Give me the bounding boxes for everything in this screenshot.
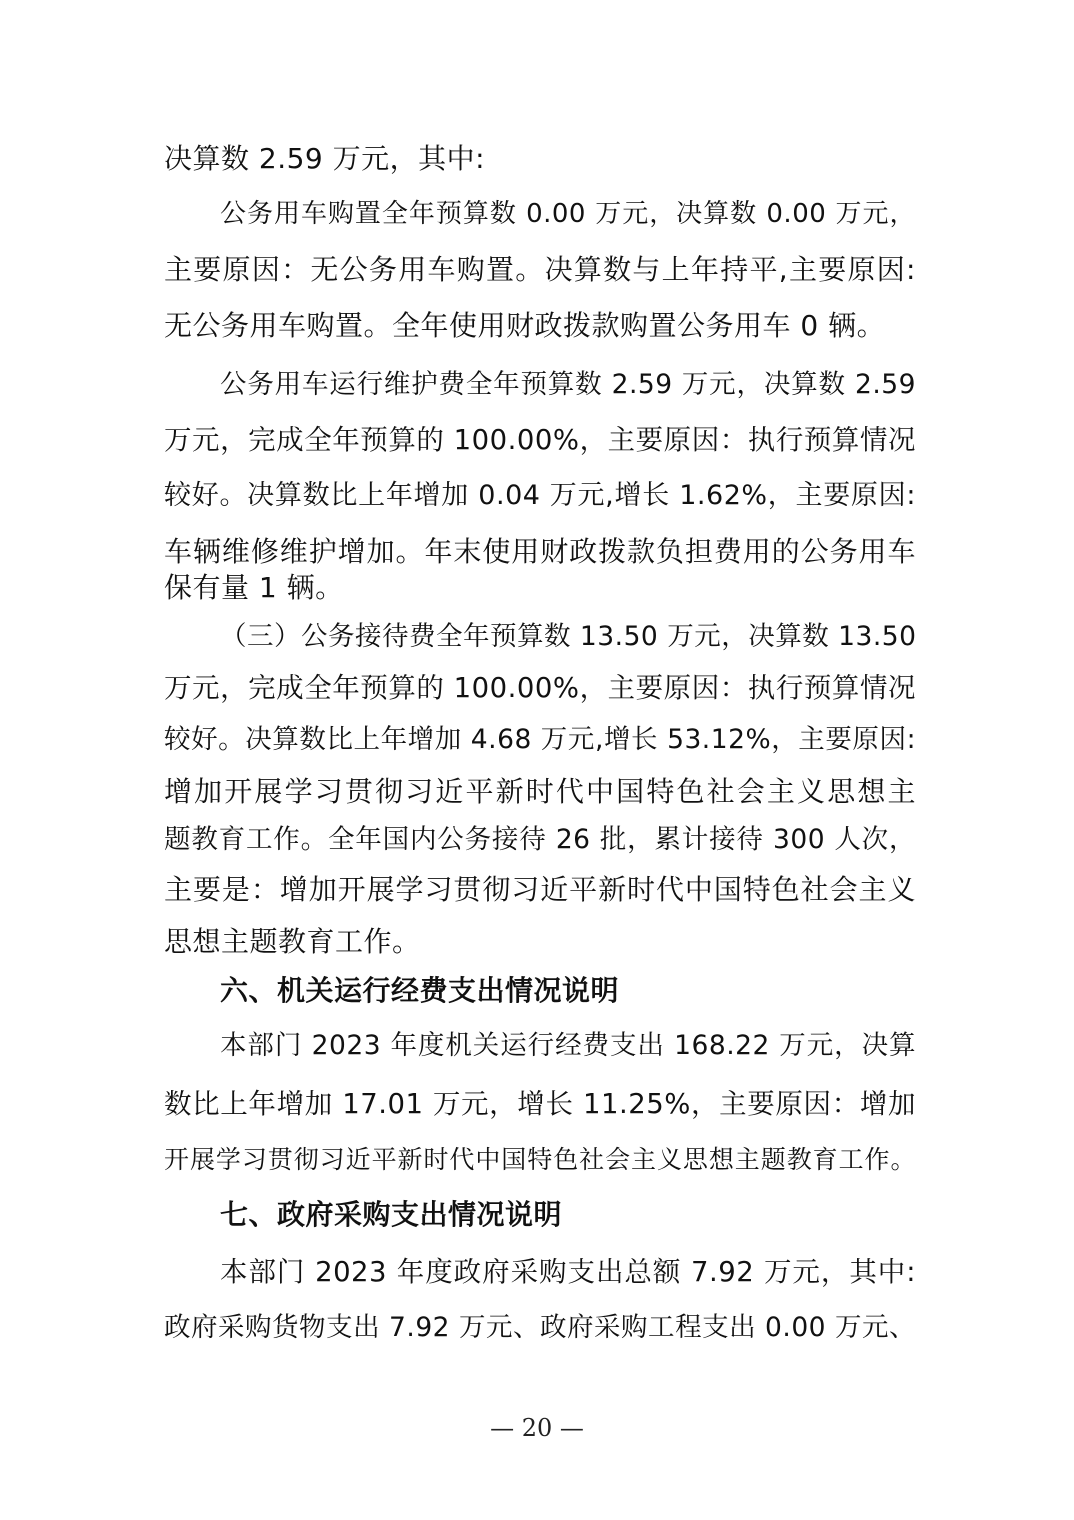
text-line: （三）公务接待费全年预算数 13.50 万元，决算数 13.50 [220,621,917,652]
text-line: 车辆维修维护增加。年末使用财政拨款负担费用的公务用车 [164,535,916,568]
text-line: 决算数 2.59 万元，其中: [164,142,486,175]
text-line: 保有量 1 辆。 [164,571,344,604]
text-line: 无公务用车购置。全年使用财政拨款购置公务用车 0 辆。 [164,309,886,342]
text-line: 题教育工作。全年国内公务接待 26 批，累计接待 300 人次， [164,824,916,855]
text-line: 本部门 2023 年度机关运行经费支出 168.22 万元，决算 [220,1030,916,1061]
text-line: 开展学习贯彻习近平新时代中国特色社会主义思想主题教育工作。 [164,1145,916,1174]
text-line: 政府采购货物支出 7.92 万元、政府采购工程支出 0.00 万元、 [164,1312,916,1343]
text-line: 主要原因：无公务用车购置。决算数与上年持平,主要原因: [164,253,916,286]
section-heading: 七、政府采购支出情况说明 [220,1198,563,1231]
text-line: 主要是：增加开展学习贯彻习近平新时代中国特色社会主义 [164,873,916,906]
section-heading: 六、机关运行经费支出情况说明 [220,974,620,1007]
page-number: — 20 — [490,1414,584,1442]
text-line: 万元，完成全年预算的 100.00%，主要原因：执行预算情况 [164,424,916,456]
text-line: 公务用车购置全年预算数 0.00 万元，决算数 0.00 万元， [220,199,916,229]
text-line: 本部门 2023 年度政府采购支出总额 7.92 万元，其中: [220,1256,916,1288]
text-line: 增加开展学习贯彻习近平新时代中国特色社会主义思想主 [164,775,916,808]
text-line: 较好。决算数比上年增加 0.04 万元,增长 1.62%，主要原因: [164,480,916,511]
text-line: 思想主题教育工作。 [164,925,421,958]
text-line: 数比上年增加 17.01 万元，增长 11.25%，主要原因：增加 [164,1088,916,1120]
text-line: 公务用车运行维护费全年预算数 2.59 万元，决算数 2.59 [220,369,916,400]
text-line: 万元，完成全年预算的 100.00%，主要原因：执行预算情况 [164,672,916,704]
text-line: 较好。决算数比上年增加 4.68 万元,增长 53.12%，主要原因: [164,724,916,755]
